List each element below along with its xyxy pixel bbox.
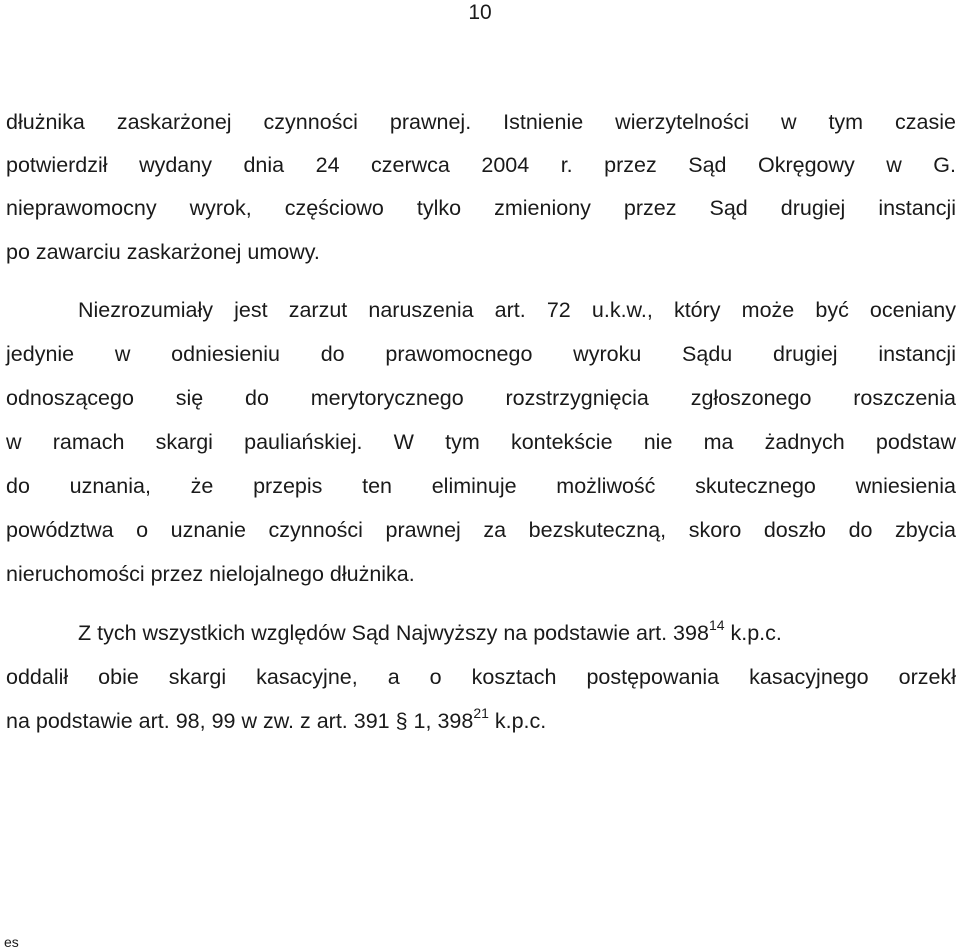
text-fragment: na podstawie art. 98, 99 w zw. z art. 391 § 1, 398 (6, 709, 474, 733)
text-fragment: Z tych wszystkich względów Sąd Najwyższy na podstawie art. 398 (78, 621, 709, 645)
text-line: do uznania, że przepis ten eliminuje możliwość skutecznego wniesienia (6, 474, 956, 498)
text-fragment: k.p.c. (488, 709, 547, 733)
text-line: odnoszącego się do merytorycznego rozstrzygnięcia zgłoszonego roszczenia (6, 386, 956, 410)
text-line (78, 619, 956, 647)
text-line: po zawarciu zaskarżonej umowy. (6, 240, 320, 264)
text-line: potwierdził wydany dnia 24 czerwca 2004 r. przez Sąd Okręgowy w G. (6, 153, 956, 177)
text-line: nieruchomości przez nielojalnego dłużnika. (6, 562, 415, 586)
superscript: 21 (473, 705, 489, 721)
text-fragment: k.p.c. (724, 621, 782, 645)
text-line: Niezrozumiały jest zarzut naruszenia art. 72 u.k.w., który może być oceniany (78, 298, 956, 322)
text-line: w ramach skargi pauliańskiej. W tym kontekście nie ma żadnych podstaw (6, 430, 956, 454)
text-line: nieprawomocny wyrok, częściowo tylko zmieniony przez Sąd drugiej instancji (6, 196, 956, 220)
text-line (6, 707, 956, 735)
text-line: dłużnika zaskarżonej czynności prawnej. Istnienie wierzytelności w tym czasie (6, 110, 956, 134)
superscript: 14 (708, 617, 725, 633)
text-line: jedynie w odniesieniu do prawomocnego wyroku Sądu drugiej instancji (6, 342, 956, 366)
page-number: 10 (468, 1, 492, 24)
text-line: oddalił obie skargi kasacyjne, a o kosztach postępowania kasacyjnego orzekł (6, 665, 956, 689)
text-line: powództwa o uznanie czynności prawnej za bezskuteczną, skoro doszło do zbycia (6, 518, 956, 542)
footer-initials: es (4, 934, 19, 950)
